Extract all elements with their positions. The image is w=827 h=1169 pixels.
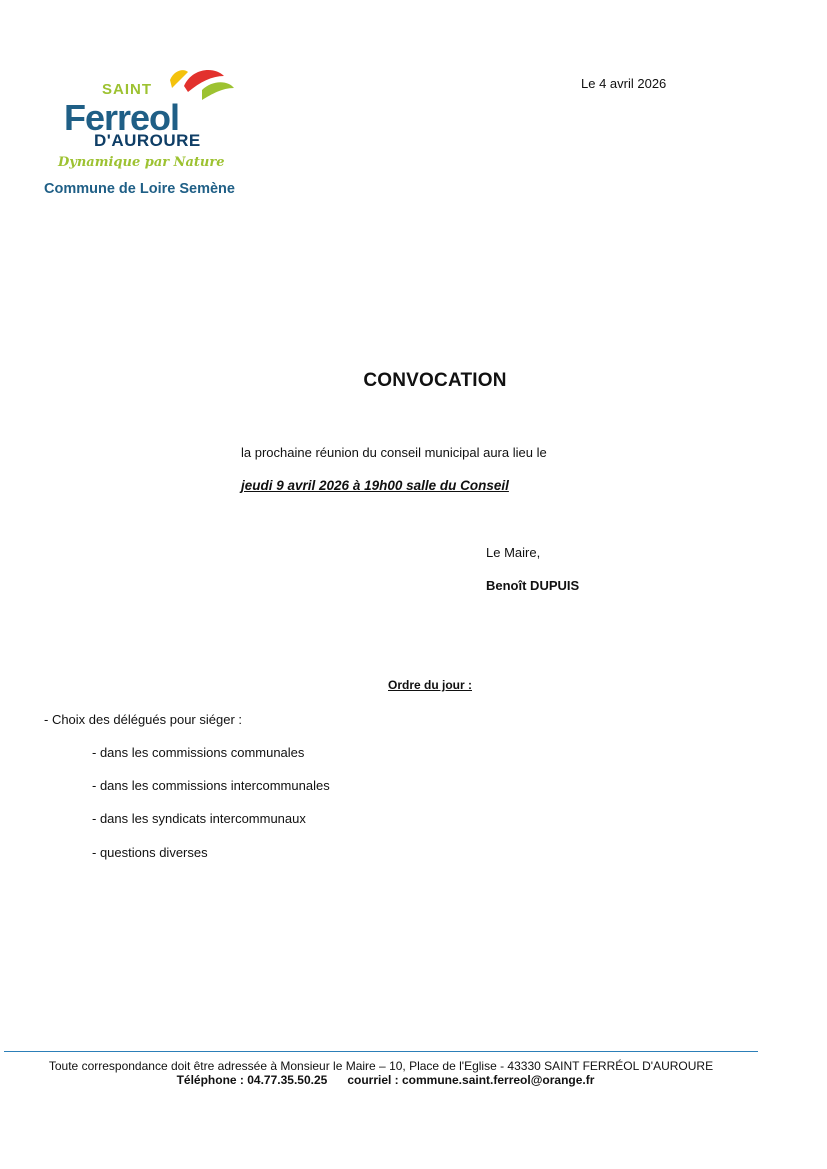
footer-divider xyxy=(4,1051,758,1052)
document-title: CONVOCATION xyxy=(363,370,507,391)
footer-address: Toute correspondance doit être adressée à Monsieur le Maire – 10, Place de l'Eglise - 43330 SAINT FERRÉOL D'AUROURE xyxy=(48,1059,714,1073)
logo-text-ferreol: Ferreol xyxy=(64,97,180,138)
agenda-heading: Ordre du jour : xyxy=(388,678,472,692)
signatory-title: Le Maire, xyxy=(486,545,541,560)
town-logo xyxy=(52,66,242,176)
footer-contact: Téléphone : 04.77.35.50.25 courriel : commune.saint.ferreol@orange.fr xyxy=(176,1073,595,1087)
agenda-sub-item: - dans les commissions communales xyxy=(92,745,305,760)
logo-text-saint: SAINT xyxy=(102,81,152,98)
agenda-sub-item: - dans les commissions intercommunales xyxy=(92,778,330,793)
meeting-intro: la prochaine réunion du conseil municipal aura lieu le xyxy=(241,445,547,460)
agenda-sub-item: - questions diverses xyxy=(92,845,208,860)
signatory-name: Benoît DUPUIS xyxy=(486,578,580,593)
agenda-main-item: - Choix des délégués pour siéger : xyxy=(44,712,243,727)
logo-text-dauroure: D'AUROURE xyxy=(94,131,201,150)
agenda-sub-item: - dans les syndicats intercommunaux xyxy=(92,811,306,826)
meeting-date-place: jeudi 9 avril 2026 à 19h00 salle du Conseil xyxy=(241,478,509,493)
commune-name: Commune de Loire Semène xyxy=(44,181,235,197)
logo-text-tagline: Dynamique par Nature xyxy=(58,155,225,170)
letter-date: Le 4 avril 2026 xyxy=(581,76,667,91)
logo-leaf-green xyxy=(202,82,234,100)
